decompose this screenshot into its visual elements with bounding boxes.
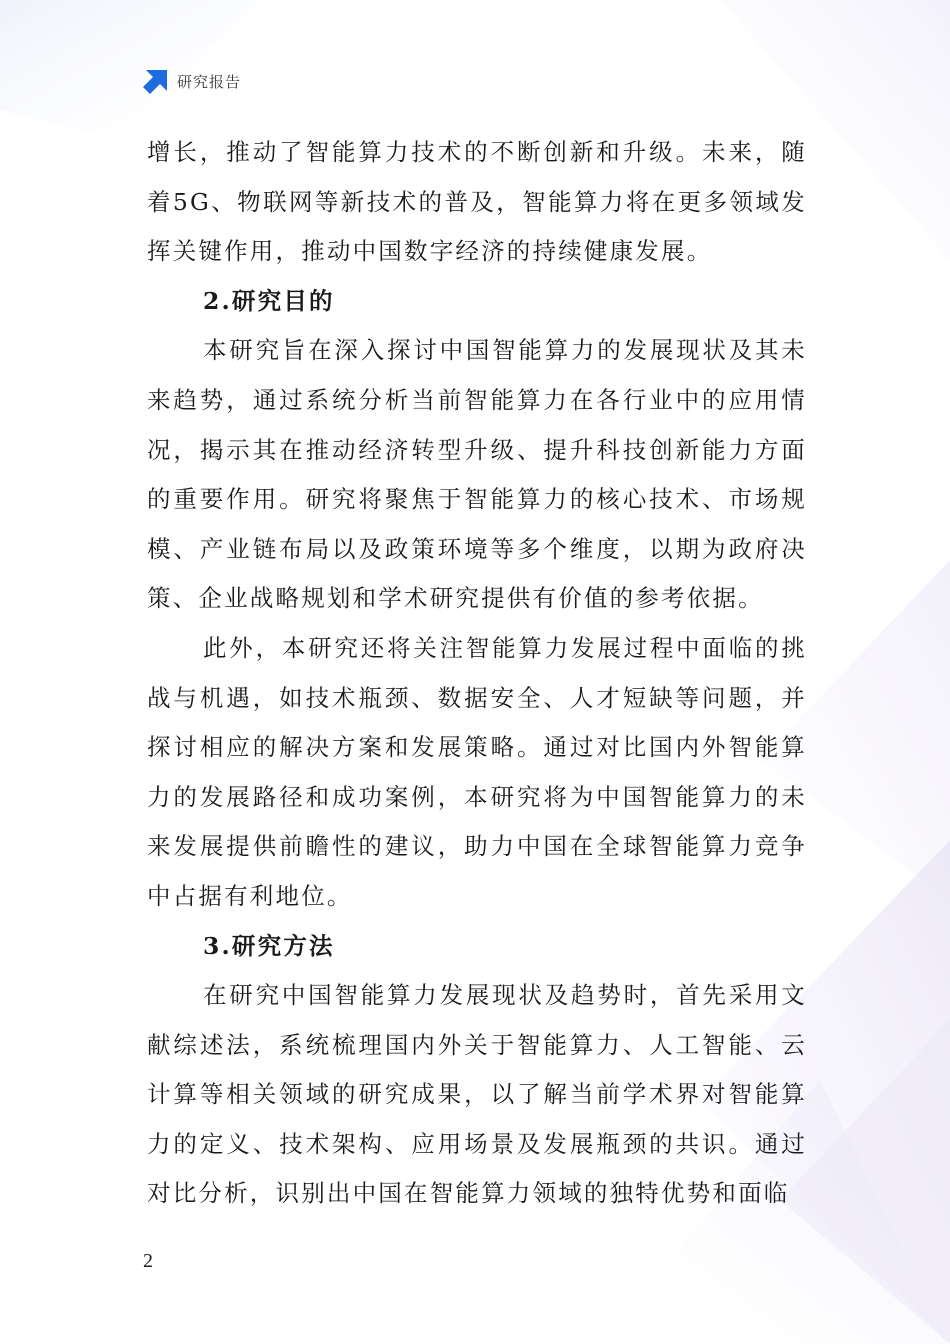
paragraph: 本研究旨在深入探讨中国智能算力的发展现状及其未来趋势，通过系统分析当前智能算力在各行业中的应用情况，揭示其在推动经济转型升级、提升科技创新能力方面的重要作用。研究将聚焦于智能算力的核心技术、市场规模、产业链布局以及政策环境等多个维度，以期为政府决策、企业战略规划和学术研究提供有价值的参考依据。 <box>147 336 807 613</box>
section-heading: 3.研究方法 <box>203 931 335 960</box>
page-number: 2 <box>143 1250 153 1272</box>
report-header <box>143 68 241 94</box>
paragraph: 此外，本研究还将关注智能算力发展过程中面临的挑战与机遇，如技术瓶颈、数据安全、人才短缺等问题，并探讨相应的解决方案和发展策略。通过对比国内外智能算力的发展路径和成功案例，本研究将为中国智能算力的未来发展提供前瞻性的建议，助力中国在全球智能算力竞争中占据有利地位。 <box>147 633 807 910</box>
header-title: 研究报告 <box>177 72 242 91</box>
section-heading: 2.研究目的 <box>203 286 335 315</box>
paragraph: 增长，推动了智能算力技术的不断创新和升级。未来，随着5G、物联网等新技术的普及，智能算力将在更多领域发挥关键作用，推动中国数字经济的持续健康发展。 <box>147 138 807 266</box>
paragraph: 在研究中国智能算力发展现状及趋势时，首先采用文献综述法，系统梳理国内外关于智能算力、人工智能、云计算等相关领域的研究成果，以了解当前学术界对智能算力的定义、技术架构、应用场景及发展瓶颈的共识。通过对比分析，识别出中国在智能算力领域的独特优势和面临 <box>147 981 807 1208</box>
document-body <box>147 128 807 1219</box>
arrow-up-right-icon <box>143 68 169 94</box>
